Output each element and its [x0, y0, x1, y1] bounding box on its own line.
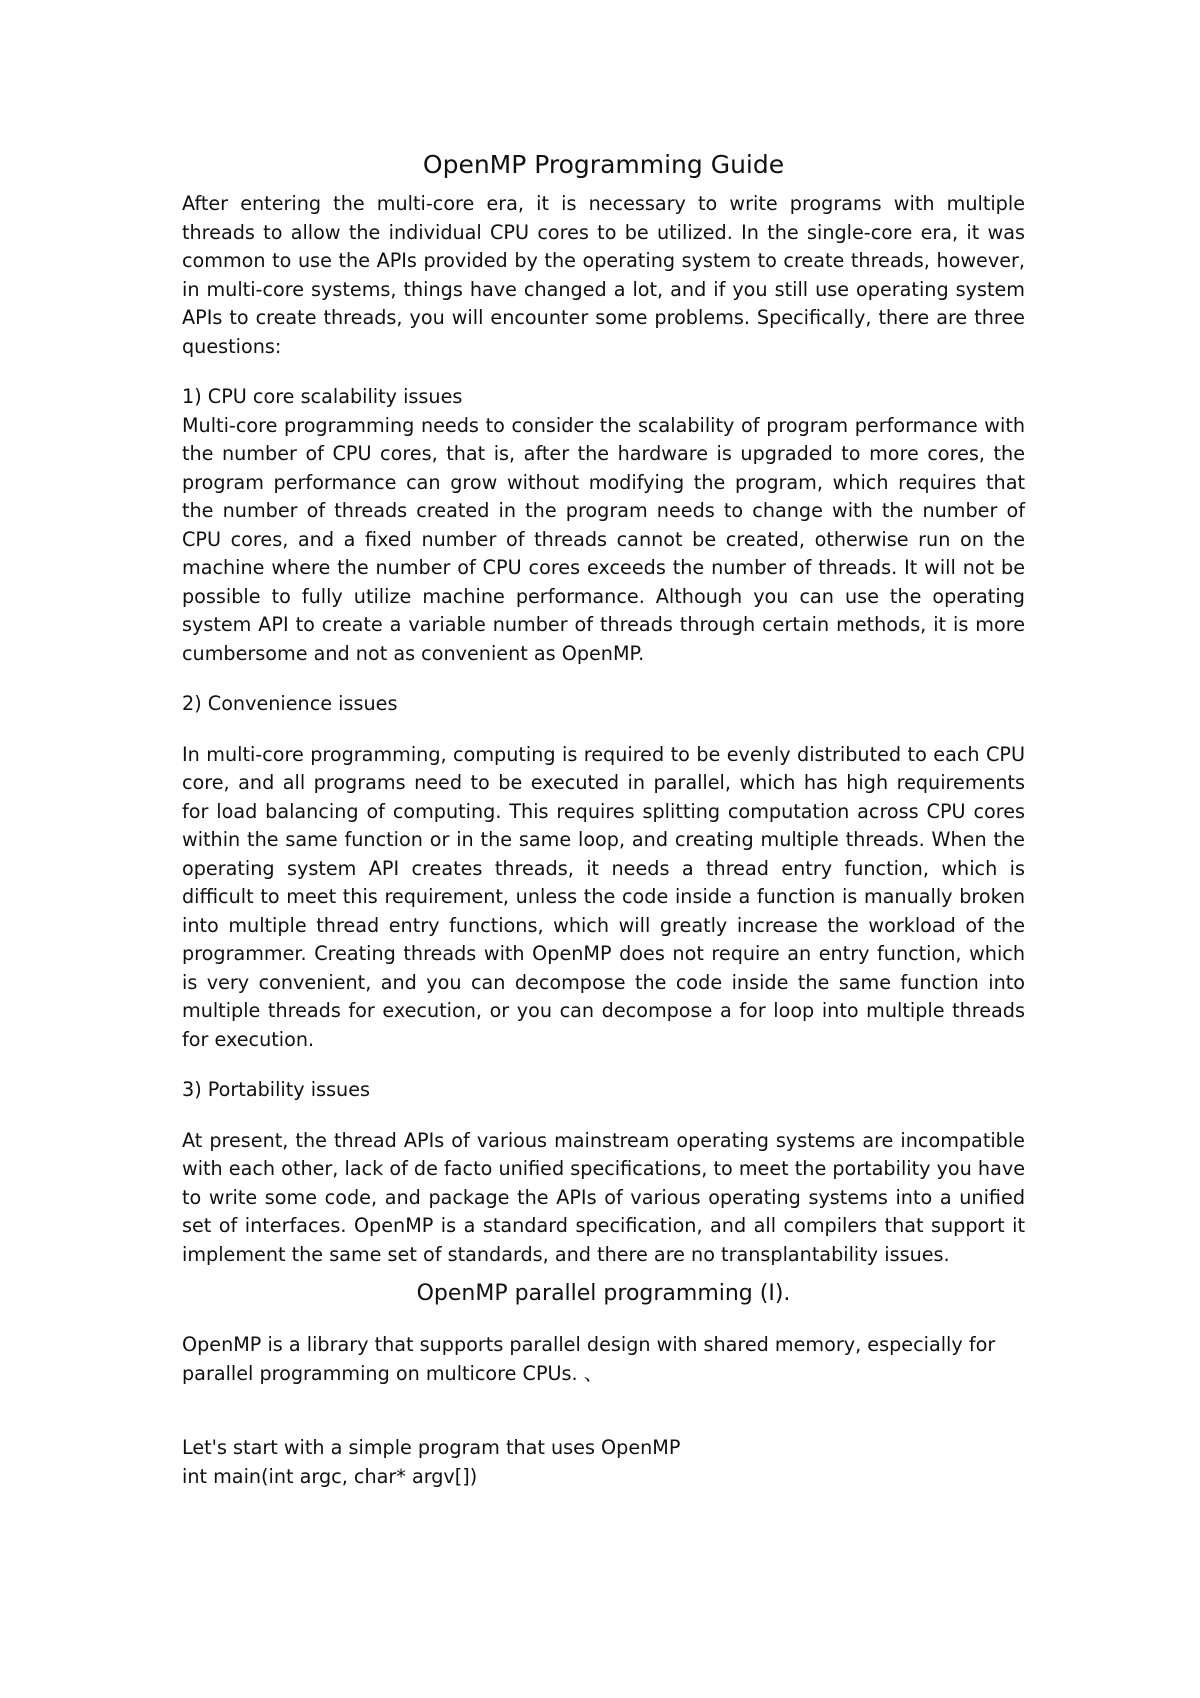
spacer	[182, 361, 1025, 383]
spacer	[182, 668, 1025, 690]
start-line: Let's start with a simple program that uses OpenMP	[182, 1436, 681, 1459]
spacer	[182, 719, 1025, 741]
spacer	[182, 1388, 1025, 1434]
library-intro-paragraph: OpenMP is a library that supports parallel design with shared memory, especially for parallel programming on multicore CPUs. 、	[182, 1333, 996, 1385]
intro-paragraph: After entering the multi-core era, it is necessary to write programs with multiple threads to allow the individual CPU cores to be utilized. In the single-core era, it was common to use the APIs provided by the operating system to create threads, however, in multi-core systems, things have changed a lot, and if you still use operating system APIs to create threads, you will encounter some problems. Specifically, there are three questions:	[182, 192, 1025, 358]
section2-body: In multi-core programming, computing is required to be evenly distributed to each CPU core, and all programs need to be executed in parallel, which has high requirements for load balancing of computing. This requires splitting computation across CPU cores within the same function or in the same loop, and creating multiple threads. When the operating system API creates threads, it needs a thread entry function, which is difficult to meet this requirement, unless the code inside a function is manually broken into multiple thread entry functions, which will greatly increase the workload of the programmer. Creating threads with OpenMP does not require an entry function, which is very convenient, and you can decompose the code inside the same function into multiple threads for execution, or you can decompose a for loop into multiple threads for execution.	[182, 742, 1025, 1051]
section3-body: At present, the thread APIs of various mainstream operating systems are incompatible with each other, lack of de facto unified specifications, to meet the portability you have to write some code, and package the APIs of various operating systems into a unified set of interfaces. OpenMP is a standard specification, and all compilers that support it implement the same set of standards, and there are no transplantability issues.	[182, 1128, 1026, 1266]
code-line: int main(int argc, char* argv[])	[182, 1464, 478, 1488]
section3-heading: 3) Portability issues	[182, 1078, 371, 1101]
spacer	[182, 1054, 1025, 1076]
spacer	[182, 1105, 1025, 1127]
section2-heading: 2) Convenience issues	[182, 692, 398, 715]
document-title: OpenMP Programming Guide	[422, 150, 785, 179]
section1-heading: 1) CPU core scalability issues	[182, 385, 463, 408]
document-page	[182, 148, 1025, 1491]
section-subtitle: OpenMP parallel programming (I).	[416, 1281, 791, 1306]
section1-body: Multi-core programming needs to consider the scalability of program performance with the number of CPU cores, that is, after the hardware is upgraded to more cores, the program performance can grow without modifying the program, which requires that the number of threads created in the program needs to change with the number of CPU cores, and a fixed number of threads cannot be created, otherwise run on the machine where the number of CPU cores exceeds the number of threads. It will not be possible to fully utilize machine performance. Although you can use the operating system API to create a variable number of threads through certain methods, it is more cumbersome and not as convenient as OpenMP.	[182, 413, 1025, 665]
